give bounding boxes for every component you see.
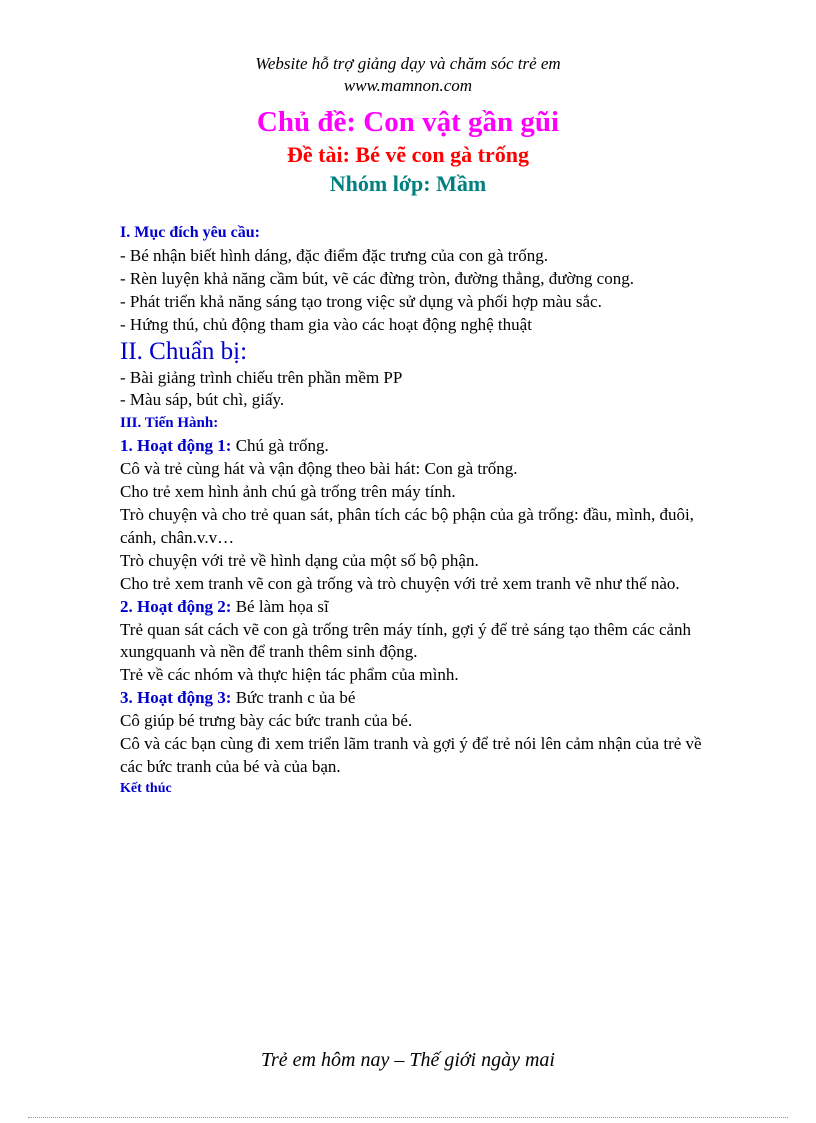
section-1-item: - Hứng thú, chủ động tham gia vào các hoạt động nghệ thuật	[120, 314, 532, 334]
section-1-item: - Bé nhận biết hình dáng, đặc điểm đặc trưng của con gà trống.	[120, 245, 548, 265]
section-1-heading: I. Mục đích yêu cầu:	[120, 224, 260, 241]
activity-3-line: Cô giúp bé trưng bày các bức tranh của bé.	[120, 711, 413, 731]
end-label: Kết thúc	[120, 780, 172, 796]
activity-3-heading	[120, 687, 710, 710]
activity-1-heading	[120, 435, 710, 458]
activity-1-line: Trò chuyện với trẻ về hình dạng của một số bộ phận.	[120, 550, 479, 570]
activity-1-line: Trò chuyện và cho trẻ quan sát, phân tích các bộ phận của gà trống: đầu, mình, đuôi, cánh, chân.v.v…	[120, 504, 694, 547]
section-2-item: - Màu sáp, bút chì, giấy.	[120, 390, 285, 410]
lesson-content	[120, 222, 710, 799]
site-url: www.mamnon.com	[343, 76, 473, 95]
page-bottom-divider	[28, 1117, 788, 1118]
activity-2-title: Bé làm họa sĩ	[231, 596, 329, 616]
activity-3-title: Bức tranh c ủa bé	[231, 688, 356, 708]
activity-2-line: Trẻ về các nhóm và thực hiện tác phẩm của mình.	[120, 665, 459, 685]
site-description: Website hỗ trợ giảng dạy và chăm sóc trẻ em	[255, 54, 561, 73]
section-2-item: - Bài giảng trình chiếu trên phần mềm PP	[120, 367, 403, 387]
activity-3-label: 3. Hoạt động 3:	[120, 688, 232, 708]
subject-title: Đề tài: Bé vẽ con gà trống	[287, 142, 529, 167]
section-1-item: - Rèn luyện khả năng cầm bút, vẽ các đừng tròn, đường thẳng, đường cong.	[120, 268, 634, 288]
section-3-heading: III. Tiến Hành:	[120, 415, 219, 432]
activity-2-heading	[120, 596, 710, 619]
footer-slogan: Trẻ em hôm nay – Thế giới ngày mai	[261, 1049, 555, 1071]
section-1-item: - Phát triển khả năng sáng tạo trong việc sử dụng và phối hợp màu sắc.	[120, 291, 602, 311]
activity-1-title: Chú gà trống.	[231, 436, 329, 456]
activity-2-line: Trẻ quan sát cách vẽ con gà trống trên máy tính, gợi ý để trẻ sáng tạo thêm các cảnh xungquanh và nền để tranh thêm sinh động.	[120, 619, 692, 662]
group-title: Nhóm lớp: Mầm	[329, 171, 487, 196]
section-2-heading: II. Chuẩn bị:	[120, 337, 248, 365]
activity-2-label: 2. Hoạt động 2:	[120, 596, 232, 616]
activity-3-line: Cô và các bạn cùng đi xem triển lãm tranh và gợi ý để trẻ nói lên cảm nhận của trẻ về các bức tranh của bé và của bạn.	[120, 734, 702, 776]
activity-1-line: Cho trẻ xem hình ảnh chú gà trống trên máy tính.	[120, 482, 456, 502]
activity-1-line: Cô và trẻ cùng hát và vận động theo bài hát: Con gà trống.	[120, 459, 518, 479]
topic-title: Chủ đề: Con vật gần gũi	[256, 106, 560, 138]
activity-1-label: 1. Hoạt động 1:	[120, 436, 232, 456]
activity-1-line: Cho trẻ xem tranh vẽ con gà trống và trò chuyện với trẻ xem tranh vẽ như thế nào.	[120, 573, 680, 593]
